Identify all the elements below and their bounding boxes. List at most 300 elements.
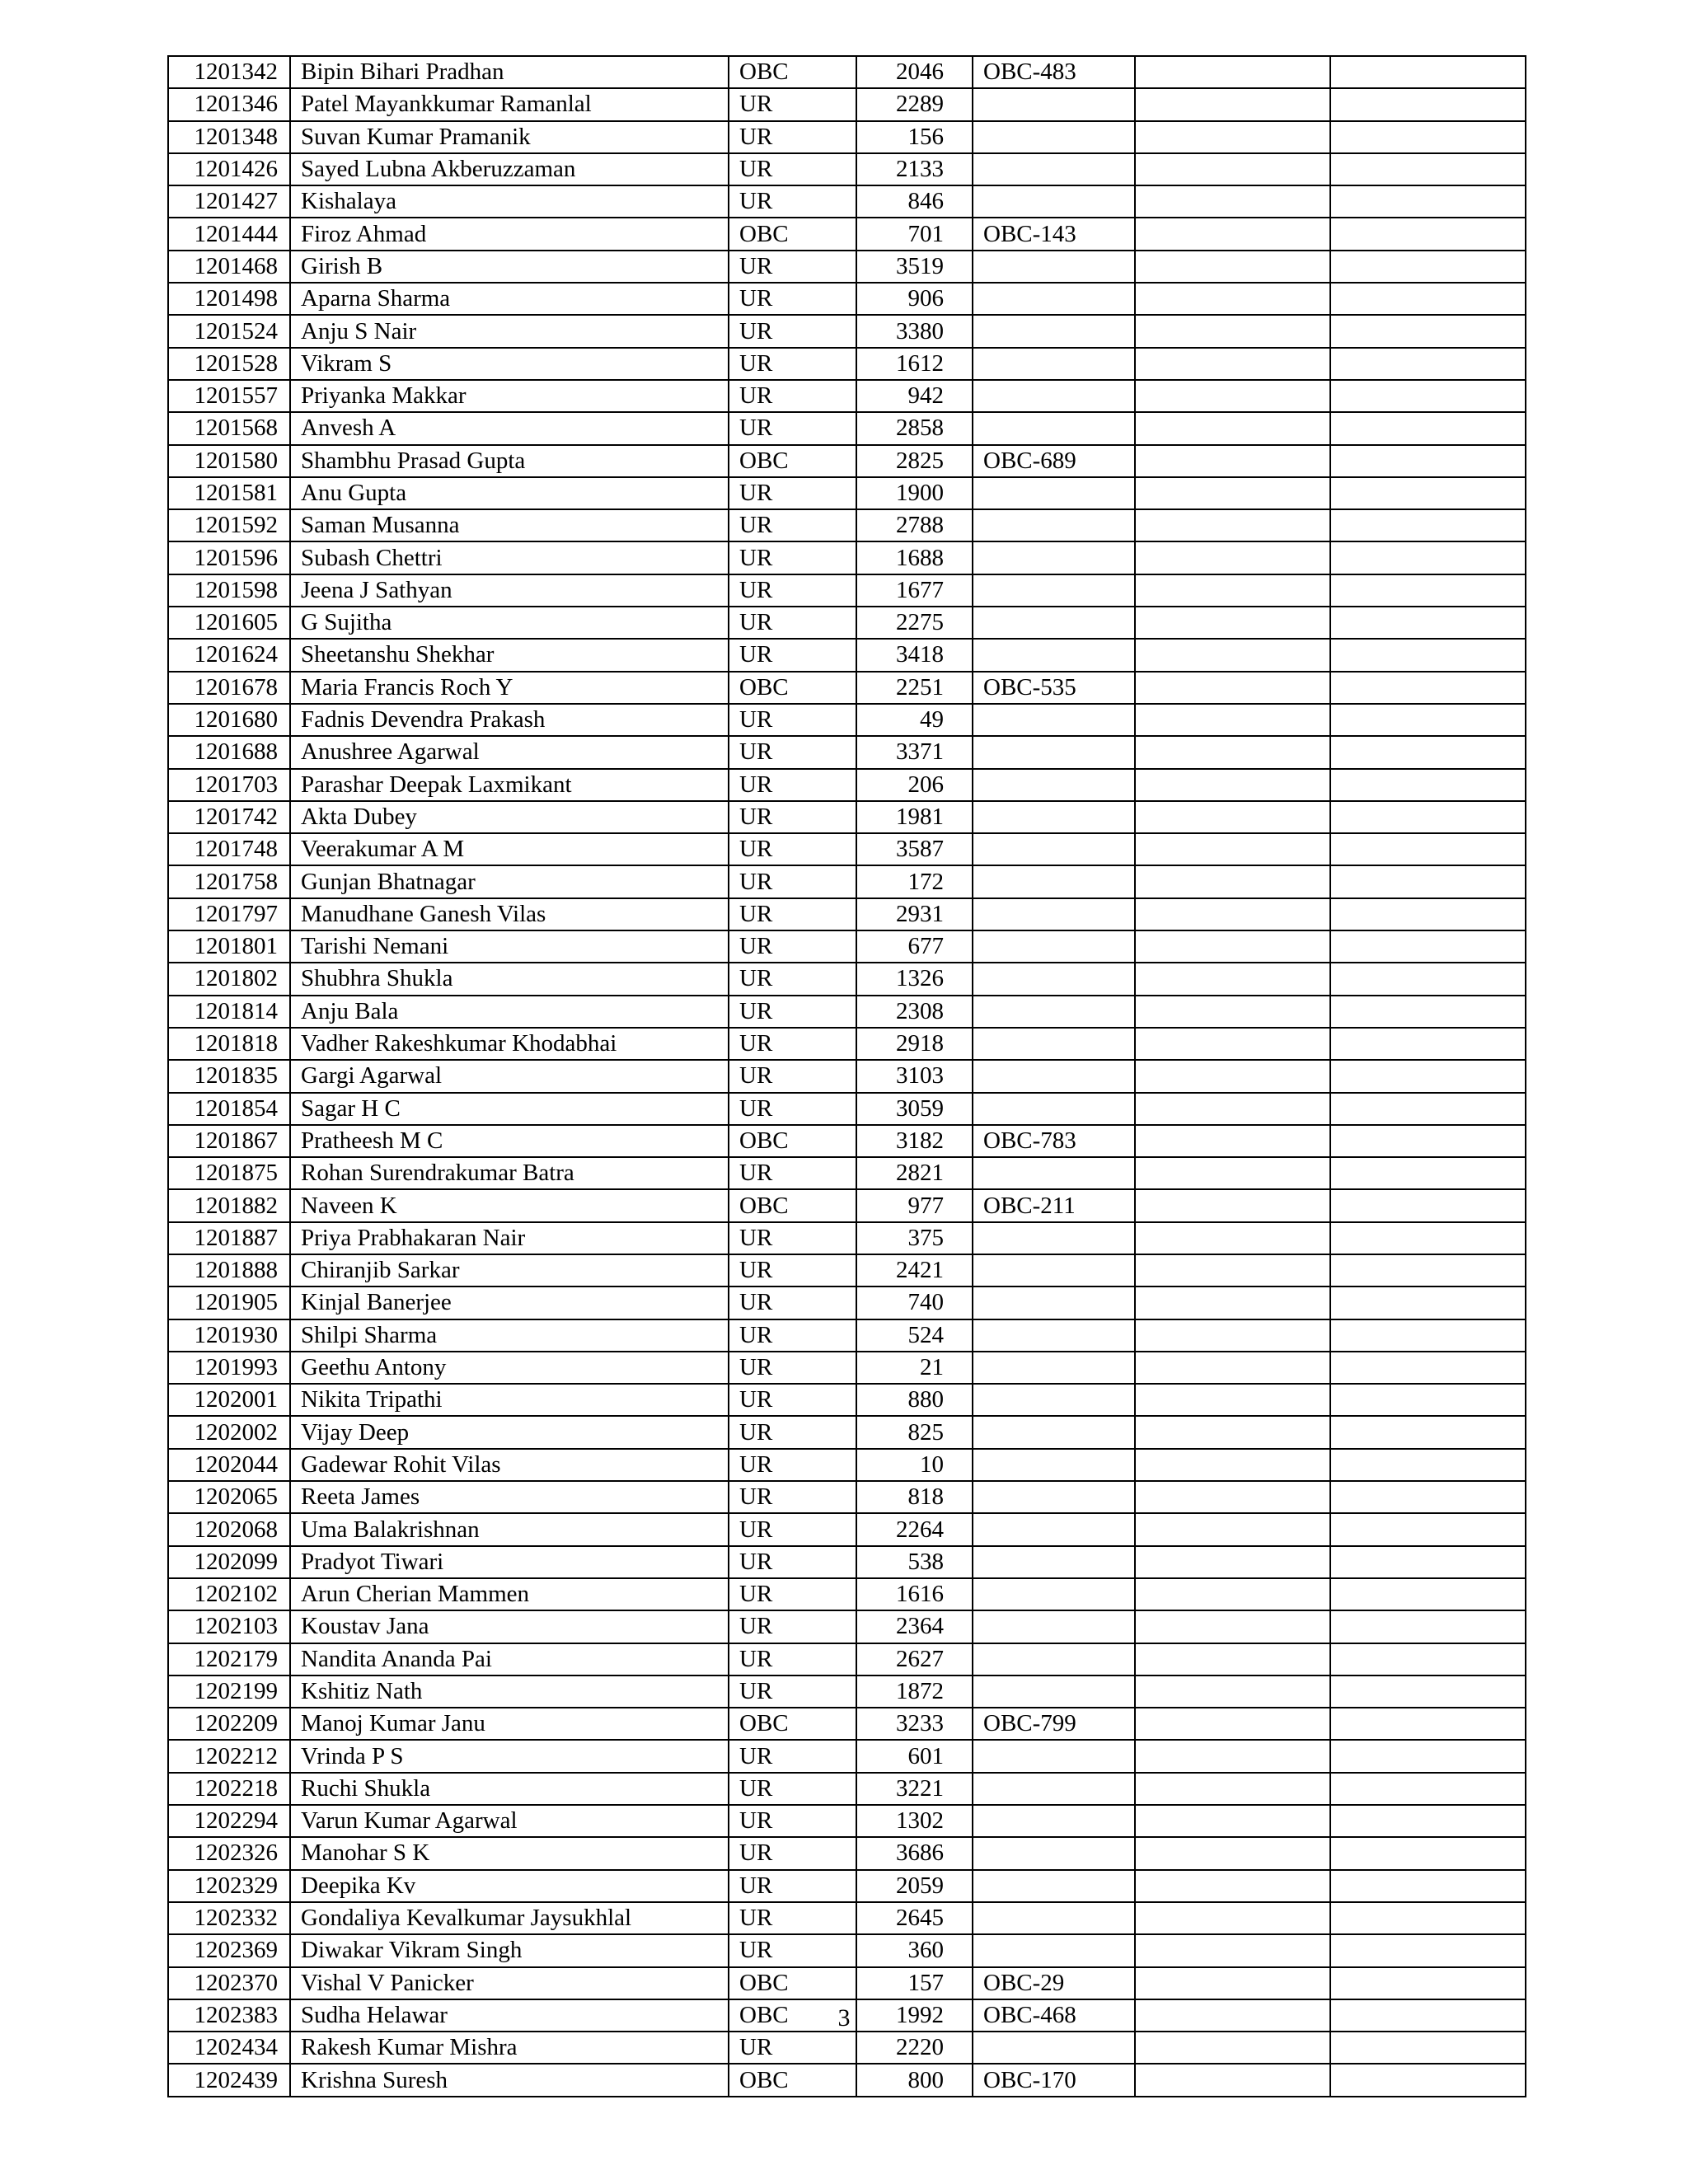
candidate-name-cell: Diwakar Vikram Singh	[290, 1934, 729, 1966]
blank-cell-1	[1135, 509, 1330, 541]
candidate-name-cell: Vrinda P S	[290, 1740, 729, 1772]
candidate-name-cell: Akta Dubey	[290, 801, 729, 833]
category-rank-cell	[973, 1157, 1135, 1189]
blank-cell-1	[1135, 1740, 1330, 1772]
rank-cell: 206	[856, 769, 973, 801]
blank-cell-2	[1330, 704, 1526, 736]
roll-number-cell: 1201596	[168, 541, 290, 574]
category-cell: OBC	[729, 1125, 856, 1157]
category-rank-cell	[973, 833, 1135, 865]
candidate-name-cell: Reeta James	[290, 1481, 729, 1513]
blank-cell-1	[1135, 1805, 1330, 1837]
category-cell: UR	[729, 477, 856, 509]
roll-number-cell: 1201887	[168, 1222, 290, 1254]
candidate-name-cell: Manoj Kumar Janu	[290, 1708, 729, 1740]
category-cell: OBC	[729, 1999, 856, 2032]
candidate-name-cell: Manudhane Ganesh Vilas	[290, 898, 729, 930]
roll-number-cell: 1201758	[168, 865, 290, 898]
category-rank-cell	[973, 1254, 1135, 1286]
table-row	[168, 541, 1526, 574]
blank-cell-1	[1135, 1870, 1330, 1902]
blank-cell-1	[1135, 1773, 1330, 1805]
blank-cell-2	[1330, 380, 1526, 412]
rank-cell: 2251	[856, 672, 973, 704]
blank-cell-2	[1330, 1837, 1526, 1869]
candidate-name-cell: Patel Mayankkumar Ramanlal	[290, 88, 729, 120]
table-row	[168, 1740, 1526, 1772]
rank-cell: 2825	[856, 445, 973, 477]
category-cell: UR	[729, 1222, 856, 1254]
candidate-name-cell: Sudha Helawar	[290, 1999, 729, 2032]
category-cell: UR	[729, 2032, 856, 2064]
rank-cell: 1981	[856, 801, 973, 833]
blank-cell-1	[1135, 1319, 1330, 1352]
category-rank-cell	[973, 509, 1135, 541]
candidate-name-cell: Sheetanshu Shekhar	[290, 639, 729, 671]
roll-number-cell: 1202044	[168, 1449, 290, 1481]
table-row	[168, 898, 1526, 930]
category-rank-cell	[973, 1481, 1135, 1513]
rank-cell: 360	[856, 1934, 973, 1966]
roll-number-cell: 1202102	[168, 1578, 290, 1610]
candidate-name-cell: Pradyot Tiwari	[290, 1546, 729, 1578]
table-row	[168, 509, 1526, 541]
rank-cell: 1872	[856, 1675, 973, 1708]
blank-cell-1	[1135, 1675, 1330, 1708]
roll-number-cell: 1201797	[168, 898, 290, 930]
rank-cell: 601	[856, 1740, 973, 1772]
candidate-name-cell: Naveen K	[290, 1189, 729, 1221]
category-rank-cell: OBC-170	[973, 2064, 1135, 2096]
candidate-name-cell: Firoz Ahmad	[290, 218, 729, 250]
category-rank-cell	[973, 283, 1135, 315]
category-rank-cell	[973, 1934, 1135, 1966]
candidate-name-cell: Bipin Bihari Pradhan	[290, 56, 729, 88]
candidate-name-cell: Subash Chettri	[290, 541, 729, 574]
category-cell: UR	[729, 607, 856, 639]
table-row	[168, 930, 1526, 963]
category-cell: UR	[729, 963, 856, 995]
blank-cell-1	[1135, 153, 1330, 185]
roll-number-cell: 1202209	[168, 1708, 290, 1740]
blank-cell-1	[1135, 218, 1330, 250]
rank-cell: 818	[856, 1481, 973, 1513]
category-rank-cell	[973, 153, 1135, 185]
blank-cell-2	[1330, 1319, 1526, 1352]
category-cell: OBC	[729, 1708, 856, 1740]
table-row	[168, 736, 1526, 768]
category-cell: UR	[729, 736, 856, 768]
table-row	[168, 477, 1526, 509]
category-cell: UR	[729, 1157, 856, 1189]
category-rank-cell	[973, 574, 1135, 607]
roll-number-cell: 1201581	[168, 477, 290, 509]
roll-number-cell: 1201882	[168, 1189, 290, 1221]
blank-cell-2	[1330, 865, 1526, 898]
table-row	[168, 2064, 1526, 2096]
category-rank-cell	[973, 930, 1135, 963]
roll-number-cell: 1201875	[168, 1157, 290, 1189]
category-rank-cell	[973, 736, 1135, 768]
blank-cell-1	[1135, 574, 1330, 607]
category-rank-cell	[973, 1837, 1135, 1869]
category-rank-cell	[973, 1870, 1135, 1902]
blank-cell-2	[1330, 1934, 1526, 1966]
category-rank-cell: OBC-689	[973, 445, 1135, 477]
category-cell: UR	[729, 1352, 856, 1384]
blank-cell-2	[1330, 1643, 1526, 1675]
blank-cell-2	[1330, 251, 1526, 283]
blank-cell-1	[1135, 704, 1330, 736]
table-row	[168, 865, 1526, 898]
category-rank-cell	[973, 1513, 1135, 1545]
category-rank-cell	[973, 865, 1135, 898]
candidate-name-cell: Varun Kumar Agarwal	[290, 1805, 729, 1837]
roll-number-cell: 1201557	[168, 380, 290, 412]
rank-cell: 3686	[856, 1837, 973, 1869]
category-rank-cell: OBC-483	[973, 56, 1135, 88]
blank-cell-2	[1330, 1416, 1526, 1448]
candidate-name-cell: Priya Prabhakaran Nair	[290, 1222, 729, 1254]
category-rank-cell	[973, 769, 1135, 801]
blank-cell-1	[1135, 121, 1330, 153]
candidate-name-cell: Fadnis Devendra Prakash	[290, 704, 729, 736]
category-cell: UR	[729, 251, 856, 283]
rank-cell: 2264	[856, 1513, 973, 1545]
rank-cell: 1992	[856, 1999, 973, 2032]
rank-cell: 2364	[856, 1610, 973, 1643]
roll-number-cell: 1201854	[168, 1093, 290, 1125]
blank-cell-1	[1135, 1708, 1330, 1740]
category-rank-cell	[973, 1060, 1135, 1092]
rank-cell: 825	[856, 1416, 973, 1448]
table-row	[168, 1805, 1526, 1837]
table-row	[168, 574, 1526, 607]
blank-cell-2	[1330, 1610, 1526, 1643]
blank-cell-2	[1330, 607, 1526, 639]
blank-cell-1	[1135, 801, 1330, 833]
roll-number-cell: 1201801	[168, 930, 290, 963]
rank-cell: 3059	[856, 1093, 973, 1125]
category-cell: UR	[729, 1837, 856, 1869]
candidate-name-cell: Gondaliya Kevalkumar Jaysukhlal	[290, 1902, 729, 1934]
table-row	[168, 1578, 1526, 1610]
roll-number-cell: 1202370	[168, 1967, 290, 1999]
category-rank-cell: OBC-29	[973, 1967, 1135, 1999]
table-row	[168, 1708, 1526, 1740]
candidate-name-cell: Shilpi Sharma	[290, 1319, 729, 1352]
candidate-name-cell: Nandita Ananda Pai	[290, 1643, 729, 1675]
category-cell: OBC	[729, 2064, 856, 2096]
category-rank-cell	[973, 477, 1135, 509]
blank-cell-1	[1135, 348, 1330, 380]
category-cell: UR	[729, 1610, 856, 1643]
blank-cell-2	[1330, 509, 1526, 541]
category-cell: UR	[729, 833, 856, 865]
blank-cell-1	[1135, 1546, 1330, 1578]
blank-cell-2	[1330, 963, 1526, 995]
blank-cell-2	[1330, 218, 1526, 250]
blank-cell-1	[1135, 88, 1330, 120]
rank-cell: 2220	[856, 2032, 973, 2064]
category-rank-cell: OBC-143	[973, 218, 1135, 250]
roll-number-cell: 1202383	[168, 1999, 290, 2032]
category-rank-cell	[973, 2032, 1135, 2064]
rank-cell: 2645	[856, 1902, 973, 1934]
roll-number-cell: 1201818	[168, 1028, 290, 1060]
blank-cell-2	[1330, 1222, 1526, 1254]
candidate-name-cell: Priyanka Makkar	[290, 380, 729, 412]
category-cell: UR	[729, 1643, 856, 1675]
category-cell: OBC	[729, 672, 856, 704]
category-rank-cell	[973, 801, 1135, 833]
candidate-name-cell: Arun Cherian Mammen	[290, 1578, 729, 1610]
blank-cell-1	[1135, 1125, 1330, 1157]
blank-cell-1	[1135, 639, 1330, 671]
category-rank-cell	[973, 121, 1135, 153]
roll-number-cell: 1201680	[168, 704, 290, 736]
rank-cell: 3233	[856, 1708, 973, 1740]
category-cell: OBC	[729, 56, 856, 88]
candidate-name-cell: Anushree Agarwal	[290, 736, 729, 768]
rank-cell: 2308	[856, 996, 973, 1028]
table-row	[168, 348, 1526, 380]
table-row	[168, 315, 1526, 347]
rank-cell: 3418	[856, 639, 973, 671]
category-cell: UR	[729, 185, 856, 218]
category-rank-cell	[973, 1773, 1135, 1805]
blank-cell-1	[1135, 541, 1330, 574]
roll-number-cell: 1201580	[168, 445, 290, 477]
roll-number-cell: 1202199	[168, 1675, 290, 1708]
category-cell: UR	[729, 509, 856, 541]
table-row	[168, 412, 1526, 444]
blank-cell-2	[1330, 1093, 1526, 1125]
blank-cell-1	[1135, 1481, 1330, 1513]
blank-cell-1	[1135, 1902, 1330, 1934]
table-row	[168, 1093, 1526, 1125]
rank-cell: 2275	[856, 607, 973, 639]
table-row	[168, 1222, 1526, 1254]
roll-number-cell: 1201568	[168, 412, 290, 444]
table-row	[168, 1837, 1526, 1869]
category-rank-cell	[973, 315, 1135, 347]
category-cell: UR	[729, 380, 856, 412]
category-cell: UR	[729, 412, 856, 444]
table-row	[168, 1870, 1526, 1902]
roll-number-cell: 1201528	[168, 348, 290, 380]
rank-cell: 3380	[856, 315, 973, 347]
blank-cell-1	[1135, 1610, 1330, 1643]
category-rank-cell: OBC-468	[973, 1999, 1135, 2032]
blank-cell-2	[1330, 898, 1526, 930]
rank-cell: 538	[856, 1546, 973, 1578]
category-rank-cell	[973, 88, 1135, 120]
blank-cell-2	[1330, 1902, 1526, 1934]
candidate-name-cell: Vadher Rakeshkumar Khodabhai	[290, 1028, 729, 1060]
rank-cell: 2788	[856, 509, 973, 541]
blank-cell-1	[1135, 283, 1330, 315]
blank-cell-2	[1330, 1546, 1526, 1578]
blank-cell-2	[1330, 1028, 1526, 1060]
table-row	[168, 56, 1526, 88]
category-rank-cell	[973, 1740, 1135, 1772]
roll-number-cell: 1202326	[168, 1837, 290, 1869]
roll-number-cell: 1201835	[168, 1060, 290, 1092]
category-cell: UR	[729, 1773, 856, 1805]
category-cell: UR	[729, 898, 856, 930]
blank-cell-1	[1135, 930, 1330, 963]
blank-cell-1	[1135, 1352, 1330, 1384]
blank-cell-1	[1135, 380, 1330, 412]
category-cell: OBC	[729, 1967, 856, 1999]
table-row	[168, 380, 1526, 412]
rank-cell: 2059	[856, 1870, 973, 1902]
candidate-name-cell: Kishalaya	[290, 185, 729, 218]
blank-cell-2	[1330, 56, 1526, 88]
table-row	[168, 1254, 1526, 1286]
category-rank-cell: OBC-535	[973, 672, 1135, 704]
rank-cell: 3519	[856, 251, 973, 283]
rank-cell: 677	[856, 930, 973, 963]
roll-number-cell: 1201605	[168, 607, 290, 639]
blank-cell-2	[1330, 153, 1526, 185]
rank-cell: 2918	[856, 1028, 973, 1060]
category-rank-cell: OBC-783	[973, 1125, 1135, 1157]
rank-cell: 172	[856, 865, 973, 898]
rank-cell: 2821	[856, 1157, 973, 1189]
blank-cell-1	[1135, 1513, 1330, 1545]
blank-cell-2	[1330, 1481, 1526, 1513]
table-row	[168, 88, 1526, 120]
category-cell: UR	[729, 315, 856, 347]
category-rank-cell	[973, 348, 1135, 380]
blank-cell-1	[1135, 672, 1330, 704]
candidate-name-cell: Anju Bala	[290, 996, 729, 1028]
blank-cell-1	[1135, 1416, 1330, 1448]
candidate-name-cell: Deepika Kv	[290, 1870, 729, 1902]
candidate-name-cell: Geethu Antony	[290, 1352, 729, 1384]
rank-cell: 2133	[856, 153, 973, 185]
category-cell: UR	[729, 541, 856, 574]
blank-cell-1	[1135, 1286, 1330, 1319]
category-rank-cell	[973, 1546, 1135, 1578]
category-cell: OBC	[729, 445, 856, 477]
blank-cell-2	[1330, 88, 1526, 120]
blank-cell-1	[1135, 1449, 1330, 1481]
category-rank-cell	[973, 1384, 1135, 1416]
rank-cell: 157	[856, 1967, 973, 1999]
table-row	[168, 1060, 1526, 1092]
category-cell: UR	[729, 283, 856, 315]
category-cell: UR	[729, 865, 856, 898]
blank-cell-1	[1135, 1578, 1330, 1610]
category-cell: UR	[729, 1870, 856, 1902]
category-cell: UR	[729, 1093, 856, 1125]
candidate-name-cell: Krishna Suresh	[290, 2064, 729, 2096]
blank-cell-2	[1330, 1384, 1526, 1416]
blank-cell-2	[1330, 1254, 1526, 1286]
rank-cell: 2627	[856, 1643, 973, 1675]
rank-cell: 1677	[856, 574, 973, 607]
category-cell: UR	[729, 1675, 856, 1708]
roll-number-cell: 1202218	[168, 1773, 290, 1805]
candidate-name-cell: Girish B	[290, 251, 729, 283]
blank-cell-1	[1135, 1837, 1330, 1869]
candidate-name-cell: Anvesh A	[290, 412, 729, 444]
table-row	[168, 153, 1526, 185]
blank-cell-1	[1135, 607, 1330, 639]
category-rank-cell	[973, 1093, 1135, 1125]
category-rank-cell	[973, 1286, 1135, 1319]
category-cell: UR	[729, 348, 856, 380]
blank-cell-1	[1135, 1643, 1330, 1675]
table-row	[168, 1546, 1526, 1578]
roll-number-cell: 1202001	[168, 1384, 290, 1416]
blank-cell-2	[1330, 1870, 1526, 1902]
blank-cell-2	[1330, 1352, 1526, 1384]
rank-cell: 2421	[856, 1254, 973, 1286]
candidate-name-cell: Shambhu Prasad Gupta	[290, 445, 729, 477]
rank-cell: 524	[856, 1319, 973, 1352]
rank-cell: 942	[856, 380, 973, 412]
candidate-name-cell: Ruchi Shukla	[290, 1773, 729, 1805]
rank-cell: 3371	[856, 736, 973, 768]
roll-number-cell: 1202179	[168, 1643, 290, 1675]
rank-cell: 1612	[856, 348, 973, 380]
candidate-name-cell: Anu Gupta	[290, 477, 729, 509]
table-row	[168, 2032, 1526, 2064]
table-row	[168, 801, 1526, 833]
category-rank-cell	[973, 996, 1135, 1028]
category-rank-cell	[973, 251, 1135, 283]
roll-number-cell: 1201867	[168, 1125, 290, 1157]
blank-cell-2	[1330, 1125, 1526, 1157]
roll-number-cell: 1201993	[168, 1352, 290, 1384]
rank-cell: 3221	[856, 1773, 973, 1805]
blank-cell-2	[1330, 1578, 1526, 1610]
blank-cell-2	[1330, 412, 1526, 444]
roll-number-cell: 1202439	[168, 2064, 290, 2096]
rank-cell: 800	[856, 2064, 973, 2096]
blank-cell-2	[1330, 1189, 1526, 1221]
blank-cell-1	[1135, 445, 1330, 477]
category-cell: UR	[729, 930, 856, 963]
rank-cell: 701	[856, 218, 973, 250]
roll-number-cell: 1201748	[168, 833, 290, 865]
category-cell: UR	[729, 1449, 856, 1481]
blank-cell-2	[1330, 1449, 1526, 1481]
candidate-name-cell: Sagar H C	[290, 1093, 729, 1125]
candidate-name-cell: Vikram S	[290, 348, 729, 380]
blank-cell-2	[1330, 283, 1526, 315]
table-row	[168, 1028, 1526, 1060]
category-cell: UR	[729, 996, 856, 1028]
blank-cell-2	[1330, 348, 1526, 380]
table-row	[168, 218, 1526, 250]
roll-number-cell: 1201598	[168, 574, 290, 607]
blank-cell-1	[1135, 769, 1330, 801]
blank-cell-2	[1330, 1708, 1526, 1740]
roll-number-cell: 1201348	[168, 121, 290, 153]
category-rank-cell	[973, 1578, 1135, 1610]
roll-number-cell: 1202068	[168, 1513, 290, 1545]
blank-cell-2	[1330, 1675, 1526, 1708]
blank-cell-1	[1135, 477, 1330, 509]
table-row	[168, 445, 1526, 477]
category-cell: UR	[729, 153, 856, 185]
rank-cell: 2858	[856, 412, 973, 444]
